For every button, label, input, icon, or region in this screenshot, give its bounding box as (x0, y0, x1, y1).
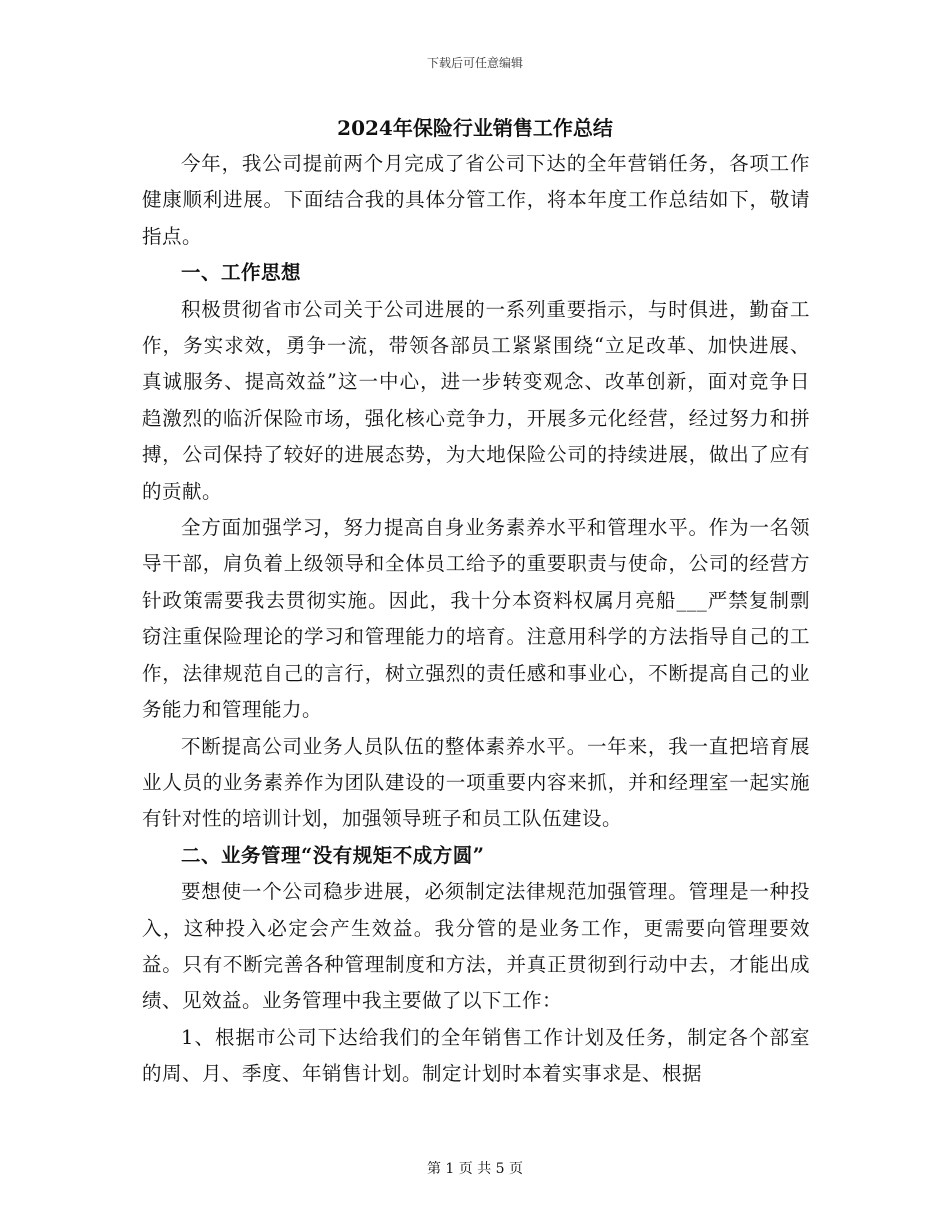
document-body (142, 146, 810, 1093)
paragraph-study: 全方面加强学习，努力提高自身业务素养水平和管理水平。作为一名领导干部，肩负着上级领导和全体员工给予的重要职责与使命，公司的经营方针政策需要我去贯彻实施。因此，我十分本资料权属月亮船___严禁复制剽窃注重保险理论的学习和管理能力的培育。注意用科学的方法指导自己的工作，法律规范自己的言行，树立强烈的责任感和事业心，不断提高自己的业务能力和管理能力。 (142, 516, 810, 722)
paragraph-work-thought: 积极贯彻省市公司关于公司进展的一系列重要指示，与时俱进，勤奋工作，务实求效，勇争一流，带领各部员工紧紧围绕“立足改革、加快进展、真诚服务、提高效益”这一中心，进一步转变观念、改革创新，面对竞争日趋激烈的临沂保险市场，强化核心竞争力，开展多元化经营，经过努力和拼搏，公司保持了较好的进展态势，为大地保险公司的持续进展，做出了应有的贡献。 (142, 297, 810, 503)
section-heading-work-thought: 一、工作思想 (181, 261, 302, 285)
section-heading-business-management: 二、业务管理“没有规矩不成方圆” (181, 843, 485, 867)
paragraph-item-1: 1、根据市公司下达给我们的全年销售工作计划及任务，制定各个部室的周、月、季度、年销售计划。制定计划时本着实事求是、根据 (142, 1025, 810, 1086)
paragraph-intro: 今年，我公司提前两个月完成了省公司下达的全年营销任务，各项工作健康顺利进展。下面结合我的具体分管工作，将本年度工作总结如下，敬请指点。 (142, 152, 810, 248)
document-title: 2024年保险行业销售工作总结 (337, 116, 613, 140)
page-header-note: 下载后可任意编辑 (426, 56, 523, 70)
paragraph-management: 要想使一个公司稳步进展，必须制定法律规范加强管理。管理是一种投入，这种投入必定会产生效益。我分管的是业务工作，更需要向管理要效益。只有不断完善各种管理制度和方法，并真正贯彻到行动中去，才能出成绩、见效益。业务管理中我主要做了以下工作： (142, 880, 810, 1013)
page-number: 第 1 页 共 5 页 (426, 1161, 524, 1177)
paragraph-team-quality: 不断提高公司业务人员队伍的整体素养水平。一年来，我一直把培育展业人员的业务素养作为团队建设的一项重要内容来抓，并和经理室一起实施有针对性的培训计划，加强领导班子和员工队伍建设。 (142, 734, 810, 831)
